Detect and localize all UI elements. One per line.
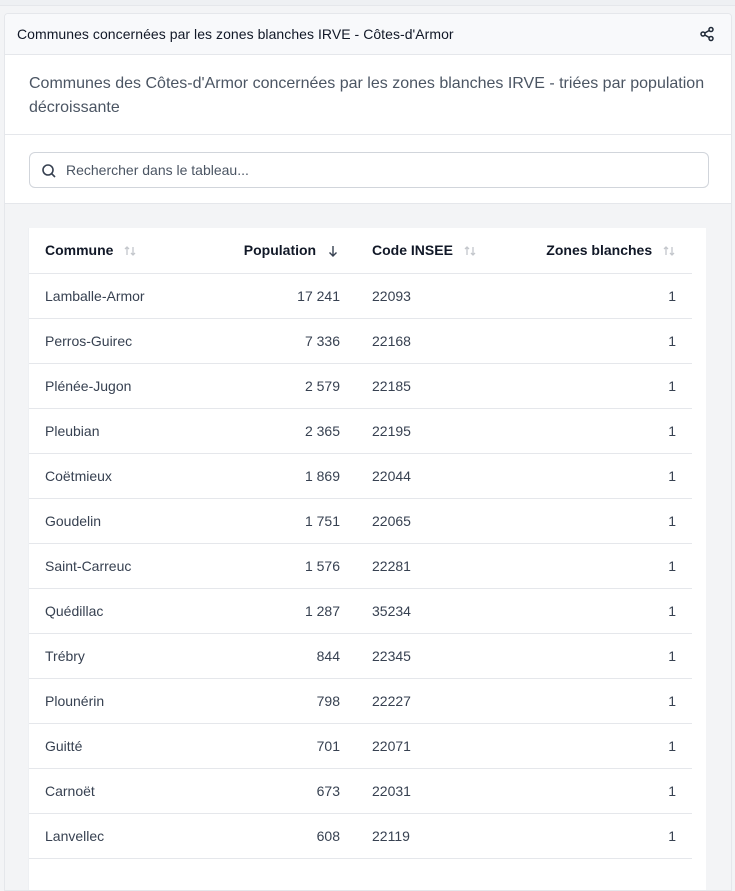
sort-icon: [463, 244, 477, 258]
cell-population: 673: [219, 768, 356, 813]
cell-population: 2 365: [219, 408, 356, 453]
column-header-zones-blanches[interactable]: [516, 228, 692, 273]
cell-population: [219, 858, 356, 891]
table-row: [29, 318, 692, 363]
column-header-label: Commune: [45, 242, 114, 259]
communes-table: [29, 228, 692, 891]
dataset-card: [4, 13, 732, 891]
cell-zones-blanches: 1: [516, 318, 692, 363]
cell-code-insee: 22281: [356, 543, 516, 588]
card-header: [5, 14, 731, 55]
table-row: [29, 543, 692, 588]
cell-code-insee: 35234: [356, 588, 516, 633]
share-icon: [699, 26, 715, 42]
cell-commune: Pleubian: [29, 408, 219, 453]
cell-population: 17 241: [219, 273, 356, 318]
cell-code-insee: 22345: [356, 633, 516, 678]
search-area: [5, 135, 731, 204]
cell-zones-blanches: 1: [516, 273, 692, 318]
column-header-commune[interactable]: [29, 228, 219, 273]
cell-population: 701: [219, 723, 356, 768]
table-row: [29, 408, 692, 453]
card-description: Communes des Côtes-d'Armor concernées par les zones blanches IRVE - triées par population décroissante: [5, 55, 731, 135]
cell-commune: Goudelin: [29, 498, 219, 543]
column-header-code-insee[interactable]: [356, 228, 516, 273]
cell-commune: [29, 858, 219, 891]
cell-zones-blanches: 1: [516, 768, 692, 813]
cell-zones-blanches: 1: [516, 498, 692, 543]
cell-code-insee: [356, 858, 516, 891]
sort-icon: [662, 244, 676, 258]
arrow-down-icon: [326, 244, 340, 258]
cell-commune: Plénée-Jugon: [29, 363, 219, 408]
table-container: [28, 228, 706, 891]
cell-population: 1 751: [219, 498, 356, 543]
cell-commune: Lanvellec: [29, 813, 219, 858]
cell-code-insee: 22227: [356, 678, 516, 723]
sort-icon: [123, 244, 137, 258]
search-box: [29, 152, 709, 188]
cell-commune: Trébry: [29, 633, 219, 678]
cell-code-insee: 22071: [356, 723, 516, 768]
search-icon: [41, 163, 57, 179]
table-area: [5, 204, 731, 891]
table-row: [29, 453, 692, 498]
table-row: [29, 588, 692, 633]
cell-commune: Coëtmieux: [29, 453, 219, 498]
cell-zones-blanches: 1: [516, 543, 692, 588]
table-row: [29, 768, 692, 813]
column-header-population[interactable]: [219, 228, 356, 273]
cell-commune: Lamballe-Armor: [29, 273, 219, 318]
cell-commune: Quédillac: [29, 588, 219, 633]
cell-code-insee: 22065: [356, 498, 516, 543]
column-header-label: Code INSEE: [372, 242, 453, 259]
search-input[interactable]: [66, 153, 696, 187]
cell-zones-blanches: 1: [516, 813, 692, 858]
cell-zones-blanches: [516, 858, 692, 891]
cell-code-insee: 22168: [356, 318, 516, 363]
cell-code-insee: 22044: [356, 453, 516, 498]
cell-commune: Saint-Carreuc: [29, 543, 219, 588]
cell-code-insee: 22119: [356, 813, 516, 858]
cell-population: 7 336: [219, 318, 356, 363]
table-row: [29, 813, 692, 858]
table-row: [29, 858, 692, 891]
table-row: [29, 498, 692, 543]
cell-code-insee: 22185: [356, 363, 516, 408]
cell-population: 1 576: [219, 543, 356, 588]
table-row: [29, 363, 692, 408]
cell-zones-blanches: 1: [516, 363, 692, 408]
table-row: [29, 633, 692, 678]
cell-population: 844: [219, 633, 356, 678]
column-header-label: Population: [243, 242, 317, 259]
cell-commune: Perros-Guirec: [29, 318, 219, 363]
card-title: Communes concernées par les zones blanches IRVE - Côtes-d'Armor: [17, 26, 454, 42]
table-row: [29, 273, 692, 318]
column-header-label: Zones blanches: [546, 242, 653, 259]
cell-population: 608: [219, 813, 356, 858]
cell-code-insee: 22195: [356, 408, 516, 453]
table-header-row: [29, 228, 692, 273]
cell-zones-blanches: 1: [516, 453, 692, 498]
top-strip: [0, 0, 735, 6]
cell-zones-blanches: 1: [516, 408, 692, 453]
cell-population: 798: [219, 678, 356, 723]
cell-commune: Carnoët: [29, 768, 219, 813]
cell-code-insee: 22031: [356, 768, 516, 813]
cell-commune: Guitté: [29, 723, 219, 768]
cell-zones-blanches: 1: [516, 633, 692, 678]
cell-population: 1 287: [219, 588, 356, 633]
table-row: [29, 678, 692, 723]
cell-code-insee: 22093: [356, 273, 516, 318]
cell-zones-blanches: 1: [516, 588, 692, 633]
share-button[interactable]: [695, 22, 719, 46]
cell-zones-blanches: 1: [516, 723, 692, 768]
cell-population: 2 579: [219, 363, 356, 408]
table-row: [29, 723, 692, 768]
cell-zones-blanches: 1: [516, 678, 692, 723]
cell-population: 1 869: [219, 453, 356, 498]
cell-commune: Plounérin: [29, 678, 219, 723]
